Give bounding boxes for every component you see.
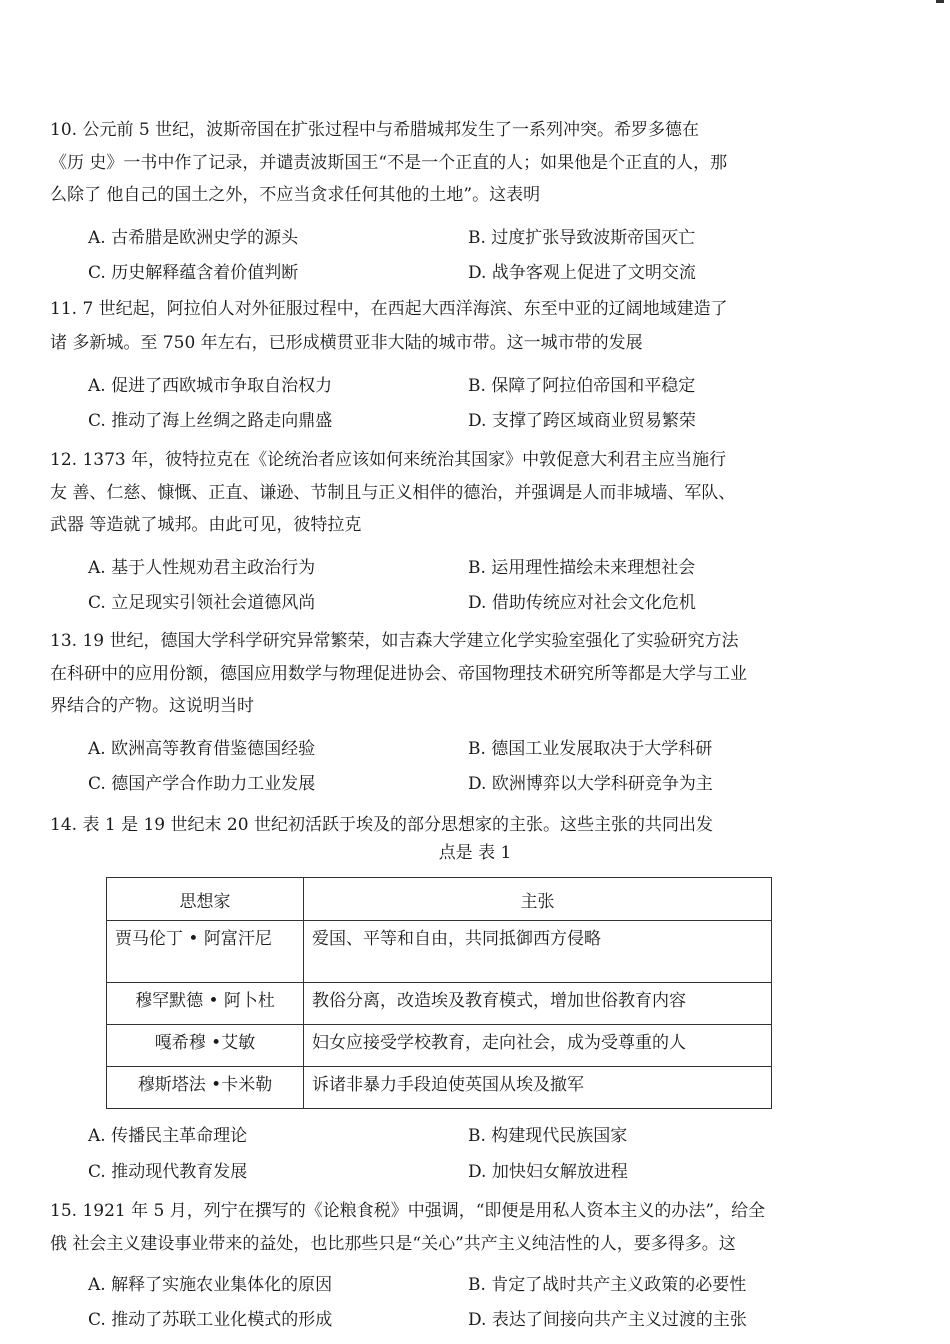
q11-option-b[interactable]: B. 保障了阿拉伯帝国和平稳定 <box>468 376 696 396</box>
q15-option-a[interactable]: A. 解释了实施农业集体化的原因 <box>88 1275 333 1295</box>
q12-stem-line-2: 友 善、仁慈、慷慨、正直、谦逊、节制且与正义相伴的德治，并强调是人而非城墙、军队、 <box>50 483 736 503</box>
q10-stem-line-1: 10. 公元前 5 世纪，波斯帝国在扩张过程中与希腊城邦发生了一系列冲突。希罗多德在 <box>50 120 700 140</box>
table-row <box>107 1025 772 1067</box>
q13-option-a[interactable]: A. 欧洲高等教育借鉴德国经验 <box>88 739 316 759</box>
table-caption: 点是 表 1 <box>438 843 512 863</box>
q12-stem-line-1: 12. 1373 年，彼特拉克在《论统治者应该如何来统治其国家》中敦促意大利君主应当施行 <box>50 450 727 470</box>
q14-option-b[interactable]: B. 构建现代民族国家 <box>468 1126 628 1146</box>
q12-stem-line-3: 武器 等造就了城邦。由此可见，彼特拉克 <box>50 515 362 535</box>
q15-stem-line-2: 俄 社会主义建设事业带来的益处，也比那些只是“关心”共产主义纯洁性的人，要多得多。这 <box>50 1234 736 1254</box>
q13-stem-line-2: 在科研中的应用份额，德国应用数学与物理促进协会、帝国物理技术研究所等都是大学与工业 <box>50 664 747 684</box>
thinker-claim: 诉诸非暴力手段迫使英国从埃及撤军 <box>304 1067 772 1109</box>
q13-option-c[interactable]: C. 德国产学合作助力工业发展 <box>88 774 316 794</box>
table-header-row <box>107 878 772 921</box>
q10-option-b[interactable]: B. 过度扩张导致波斯帝国灭亡 <box>468 228 696 248</box>
q10-option-d[interactable]: D. 战争客观上促进了文明交流 <box>468 263 696 283</box>
table-header-claim: 主张 <box>304 878 772 921</box>
q15-stem-line-1: 15. 1921 年 5 月，列宁在撰写的《论粮食税》中强调，“即便是用私人资本主义的办法”，给全 <box>50 1201 766 1221</box>
thinker-name: 嘎希穆 •艾敏 <box>107 1025 304 1067</box>
q10-option-c[interactable]: C. 历史解释蕴含着价值判断 <box>88 263 299 283</box>
table-row <box>107 921 772 983</box>
q15-option-d[interactable]: D. 表达了间接向共产主义过渡的主张 <box>468 1310 747 1330</box>
thinker-claim: 爱国、平等和自由，共同抵御西方侵略 <box>304 921 772 983</box>
thinker-claim: 妇女应接受学校教育，走向社会，成为受尊重的人 <box>304 1025 772 1067</box>
q11-stem-line-1: 11. 7 世纪起，阿拉伯人对外征服过程中，在西起大西洋海滨、东至中亚的辽阔地域建造了 <box>50 299 728 319</box>
thinkers-table <box>106 877 772 1109</box>
thinker-name: 贾马伦丁 • 阿富汗尼 <box>107 921 304 983</box>
table-row <box>107 1067 772 1109</box>
q12-option-c[interactable]: C. 立足现实引领社会道德风尚 <box>88 593 316 613</box>
q10-stem-line-2: 《历 史》一书中作了记录，并谴责波斯国王“不是一个正直的人；如果他是个正直的人，那 <box>50 153 728 173</box>
q13-stem-line-3: 界结合的产物。这说明当时 <box>50 696 254 716</box>
table-header-thinker: 思想家 <box>107 878 304 921</box>
corner-mark <box>936 0 944 3</box>
q10-stem-line-3: 么除了 他自己的国土之外，不应当贪求任何其他的土地”。这表明 <box>50 185 541 205</box>
q12-option-b[interactable]: B. 运用理性描绘未来理想社会 <box>468 558 696 578</box>
q13-option-d[interactable]: D. 欧洲博弈以大学科研竞争为主 <box>468 774 713 794</box>
thinker-name: 穆罕默德 • 阿卜杜 <box>107 983 304 1025</box>
table-row <box>107 983 772 1025</box>
q12-option-a[interactable]: A. 基于人性规劝君主政治行为 <box>88 558 316 578</box>
q14-stem-line-1: 14. 表 1 是 19 世纪末 20 世纪初活跃于埃及的部分思想家的主张。这些主张的共同出发 <box>50 815 713 835</box>
q13-stem-line-1: 13. 19 世纪，德国大学科学研究异常繁荣，如吉森大学建立化学实验室强化了实验研究方法 <box>50 631 739 651</box>
q11-stem-line-2: 诸 多新城。至 750 年左右，已形成横贯亚非大陆的城市带。这一城市带的发展 <box>50 333 643 353</box>
q11-option-c[interactable]: C. 推动了海上丝绸之路走向鼎盛 <box>88 411 333 431</box>
thinker-claim: 教俗分离，改造埃及教育模式，增加世俗教育内容 <box>304 983 772 1025</box>
q10-option-a[interactable]: A. 古希腊是欧洲史学的源头 <box>88 228 299 248</box>
q11-option-a[interactable]: A. 促进了西欧城市争取自治权力 <box>88 376 333 396</box>
q12-option-d[interactable]: D. 借助传统应对社会文化危机 <box>468 593 696 613</box>
q14-option-c[interactable]: C. 推动现代教育发展 <box>88 1162 248 1182</box>
thinker-name: 穆斯塔法 •卡米勒 <box>107 1067 304 1109</box>
q15-option-c[interactable]: C. 推动了苏联工业化模式的形成 <box>88 1310 333 1330</box>
q11-option-d[interactable]: D. 支撑了跨区域商业贸易繁荣 <box>468 411 696 431</box>
q15-option-b[interactable]: B. 肯定了战时共产主义政策的必要性 <box>468 1275 747 1295</box>
q14-option-a[interactable]: A. 传播民主革命理论 <box>88 1126 248 1146</box>
q13-option-b[interactable]: B. 德国工业发展取决于大学科研 <box>468 739 713 759</box>
q14-option-d[interactable]: D. 加快妇女解放进程 <box>468 1162 628 1182</box>
